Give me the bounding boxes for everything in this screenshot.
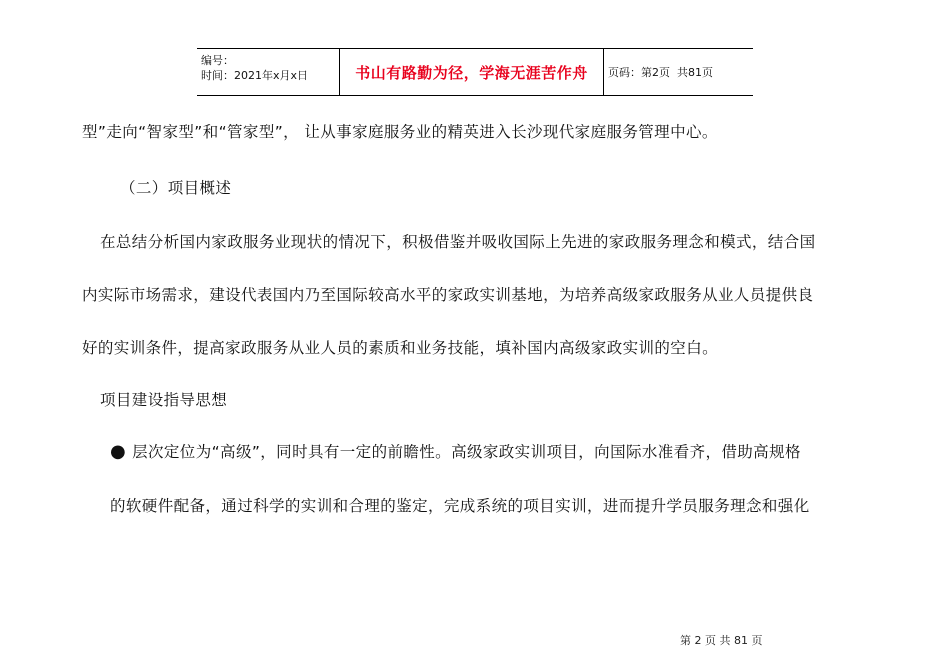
page-header bbox=[197, 48, 753, 96]
paragraph-line: 型”走向“智家型”和“管家型”， 让从事家庭服务业的精英进入长沙现代家庭服务管理中心。 bbox=[82, 123, 718, 141]
page-footer: 第 2 页 共 81 页 bbox=[680, 634, 763, 647]
paragraph-line: 在总结分析国内家政服务业现状的情况下，积极借鉴并吸收国际上先进的家政服务理念和模式，结合国 bbox=[100, 233, 816, 251]
header-meta bbox=[197, 49, 340, 95]
bullet-item bbox=[110, 440, 801, 462]
bullet-text: 层次定位为“高级”，同时具有一定的前瞻性。高级家政实训项目，向国际水准看齐，借助高规格 bbox=[132, 443, 801, 461]
document-number-label: 编号： bbox=[201, 54, 234, 67]
paragraph-line: 的软硬件配备，通过科学的实训和合理的鉴定，完成系统的项目实训，进而提升学员服务理念和强化 bbox=[110, 497, 810, 515]
bullet-icon: ● bbox=[110, 441, 127, 462]
section-heading: （二）项目概述 bbox=[120, 179, 232, 197]
paragraph-line: 内实际市场需求，建设代表国内乃至国际较高水平的家政实训基地，为培养高级家政服务从业人员提供良 bbox=[82, 286, 814, 304]
subheading: 项目建设指导思想 bbox=[100, 391, 228, 409]
paragraph-line: 好的实训条件，提高家政服务从业人员的素质和业务技能，填补国内高级家政实训的空白。 bbox=[82, 339, 719, 357]
document-date: 时间：2021年x月x日 bbox=[201, 69, 309, 82]
header-motto: 书山有路勤为径，学海无涯苦作舟 bbox=[340, 49, 604, 95]
header-page-info: 页码：第2页 共81页 bbox=[608, 66, 713, 79]
